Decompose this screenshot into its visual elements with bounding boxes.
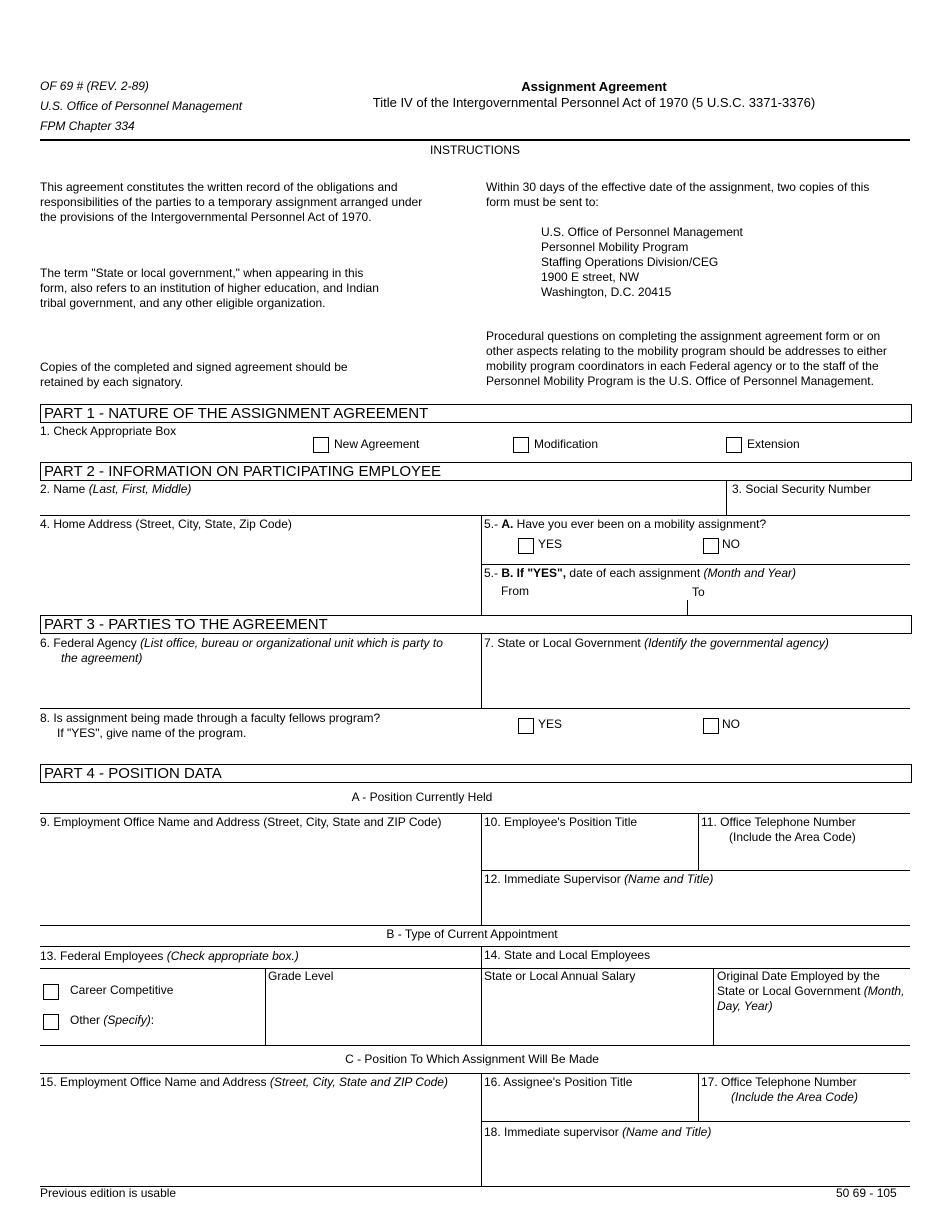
modification-checkbox[interactable] (513, 437, 529, 453)
part2-header: PART 2 - INFORMATION ON PARTICIPATING EMPLOYEE (40, 462, 912, 481)
modification-label: Modification (534, 437, 599, 451)
mobility-no-checkbox[interactable] (703, 538, 719, 554)
rule (726, 481, 727, 515)
section-a-heading: A - Position Currently Held (351, 790, 493, 804)
rule (713, 968, 714, 1045)
form-number: OF 69 # (REV. 2-89) (40, 79, 149, 93)
item1-label: 1. Check Appropriate Box (40, 424, 177, 438)
other-checkbox[interactable] (43, 1014, 59, 1030)
rule (40, 1073, 910, 1074)
faculty-yes-label: YES (538, 717, 563, 731)
rule (687, 600, 688, 615)
item11-label: 11. Office Telephone Number (701, 815, 856, 829)
item5b-label: 5.- B. If "YES", date of each assignment (Month and Year) (484, 566, 797, 580)
item9-label: 9. Employment Office Name and Address (Street, City, State and ZIP Code) (40, 815, 442, 829)
item18-label: 18. Immediate supervisor (Name and Title) (484, 1125, 712, 1139)
rule (481, 946, 482, 1045)
mobility-no-label: NO (722, 537, 740, 551)
item3-label: 3. Social Security Number (732, 482, 871, 496)
rule (481, 1073, 482, 1186)
other-label: Other (Specify): (70, 1013, 155, 1027)
rule (481, 1121, 910, 1122)
rule (265, 968, 266, 1045)
faculty-yes-checkbox[interactable] (518, 718, 534, 734)
part4-header: PART 4 - POSITION DATA (40, 764, 912, 783)
career-competitive-label: Career Competitive (70, 983, 174, 997)
instructions-heading: INSTRUCTIONS (430, 143, 520, 157)
mobility-yes-checkbox[interactable] (518, 538, 534, 554)
section-b-heading: B - Type of Current Appointment (386, 927, 558, 941)
instructions-left-p2: The term "State or local government," when appearing in this form, also refers to an institution of higher education, and Indian tribal government, and any other eligible organization. (40, 266, 379, 310)
item13-label: 13. Federal Employees (Check appropriate box.) (40, 949, 299, 963)
part3-header: PART 3 - PARTIES TO THE AGREEMENT (40, 615, 912, 634)
faculty-no-checkbox[interactable] (703, 718, 719, 734)
rule (698, 1073, 699, 1121)
instructions-right-p1: Within 30 days of the effective date of the assignment, two copies of this form must be sent to: (486, 180, 870, 209)
rule (481, 515, 482, 615)
address-line: U.S. Office of Personnel Management (541, 225, 743, 239)
career-competitive-checkbox[interactable] (43, 984, 59, 1000)
extension-label: Extension (747, 437, 800, 451)
fpm-chapter: FPM Chapter 334 (40, 119, 135, 133)
item8-label: 8. Is assignment being made through a faculty fellows program? (40, 711, 381, 725)
item15-label: 15. Employment Office Name and Address (Street, City, State and ZIP Code) (40, 1075, 448, 1089)
item11-label-cont: (Include the Area Code) (729, 830, 856, 844)
rule (40, 515, 910, 516)
original-date-label-cont2: Day, Year) (717, 999, 773, 1013)
address-line: Washington, D.C. 20415 (541, 285, 672, 299)
header-rule (40, 139, 910, 141)
item4-label: 4. Home Address (Street, City, State, Zip Code) (40, 517, 292, 531)
instructions-left-p3: Copies of the completed and signed agreement should be retained by each signatory. (40, 360, 348, 389)
from-label: From (501, 584, 529, 598)
new-agreement-checkbox[interactable] (313, 437, 329, 453)
address-line: Staffing Operations Division/CEG (541, 255, 719, 269)
new-agreement-label: New Agreement (334, 437, 420, 451)
item6-label-cont: the agreement) (61, 651, 143, 665)
original-date-label: Original Date Employed by the (717, 969, 880, 983)
rule (40, 925, 910, 926)
rule (40, 946, 910, 947)
form-subtitle: Title IV of the Intergovernmental Personnel Act of 1970 (5 U.S.C. 3371-3376) (372, 95, 816, 110)
item14-label: 14. State and Local Employees (484, 948, 651, 962)
rule (481, 634, 482, 708)
part1-header: PART 1 - NATURE OF THE ASSIGNMENT AGREEMENT (40, 404, 912, 423)
rule (698, 813, 699, 870)
item17-label: 17. Office Telephone Number (701, 1075, 857, 1089)
footer-form-code: 50 69 - 105 (836, 1186, 897, 1200)
rule (481, 870, 910, 871)
instructions-left-p1: This agreement constitutes the written record of the obligations and responsibilities of the parties to a temporary assignment arranged under the provisions of the Intergovernmental Personnel Act of 1970. (40, 180, 423, 224)
agency-name: U.S. Office of Personnel Management (40, 99, 243, 113)
item7-label: 7. State or Local Government (Identify the governmental agency) (484, 636, 829, 650)
instructions-right-p2: Procedural questions on completing the assignment agreement form or on other aspects relating to the mobility program should be addresses to either mobility program coordinators in each Federal agency or to the staff of the Personnel Mobility Program is the U.S. Office of Personnel Management. (486, 329, 887, 388)
rule (40, 708, 910, 709)
rule (481, 564, 910, 565)
item2-label: 2. Name (Last, First, Middle) (40, 482, 192, 496)
item16-label: 16. Assignee's Position Title (484, 1075, 633, 1089)
address-line: Personnel Mobility Program (541, 240, 689, 254)
faculty-no-label: NO (722, 717, 740, 731)
footer-edition-note: Previous edition is usable (40, 1186, 177, 1200)
rule (40, 1045, 910, 1046)
mobility-yes-label: YES (538, 537, 563, 551)
mailing-address (541, 225, 841, 300)
item5a-label: 5.- A. Have you ever been on a mobility assignment? (484, 517, 767, 531)
item10-label: 10. Employee's Position Title (484, 815, 638, 829)
extension-checkbox[interactable] (726, 437, 742, 453)
form-title: Assignment Agreement (521, 79, 667, 94)
original-date-label-cont: State or Local Government (Month, (717, 984, 905, 998)
item12-label: 12. Immediate Supervisor (Name and Title) (484, 872, 714, 886)
to-label: To (692, 585, 705, 599)
item6-label: 6. Federal Agency (List office, bureau or organizational unit which is party to (40, 636, 443, 650)
rule (40, 813, 910, 814)
grade-level-label: Grade Level (268, 969, 334, 983)
address-line: 1900 E street, NW (541, 270, 640, 284)
rule (481, 813, 482, 925)
item17-label-cont: (Include the Area Code) (731, 1090, 858, 1104)
annual-salary-label: State or Local Annual Salary (484, 969, 636, 983)
section-c-heading: C - Position To Which Assignment Will Be Made (345, 1052, 599, 1066)
item8-label-cont: If "YES", give name of the program. (57, 726, 247, 740)
